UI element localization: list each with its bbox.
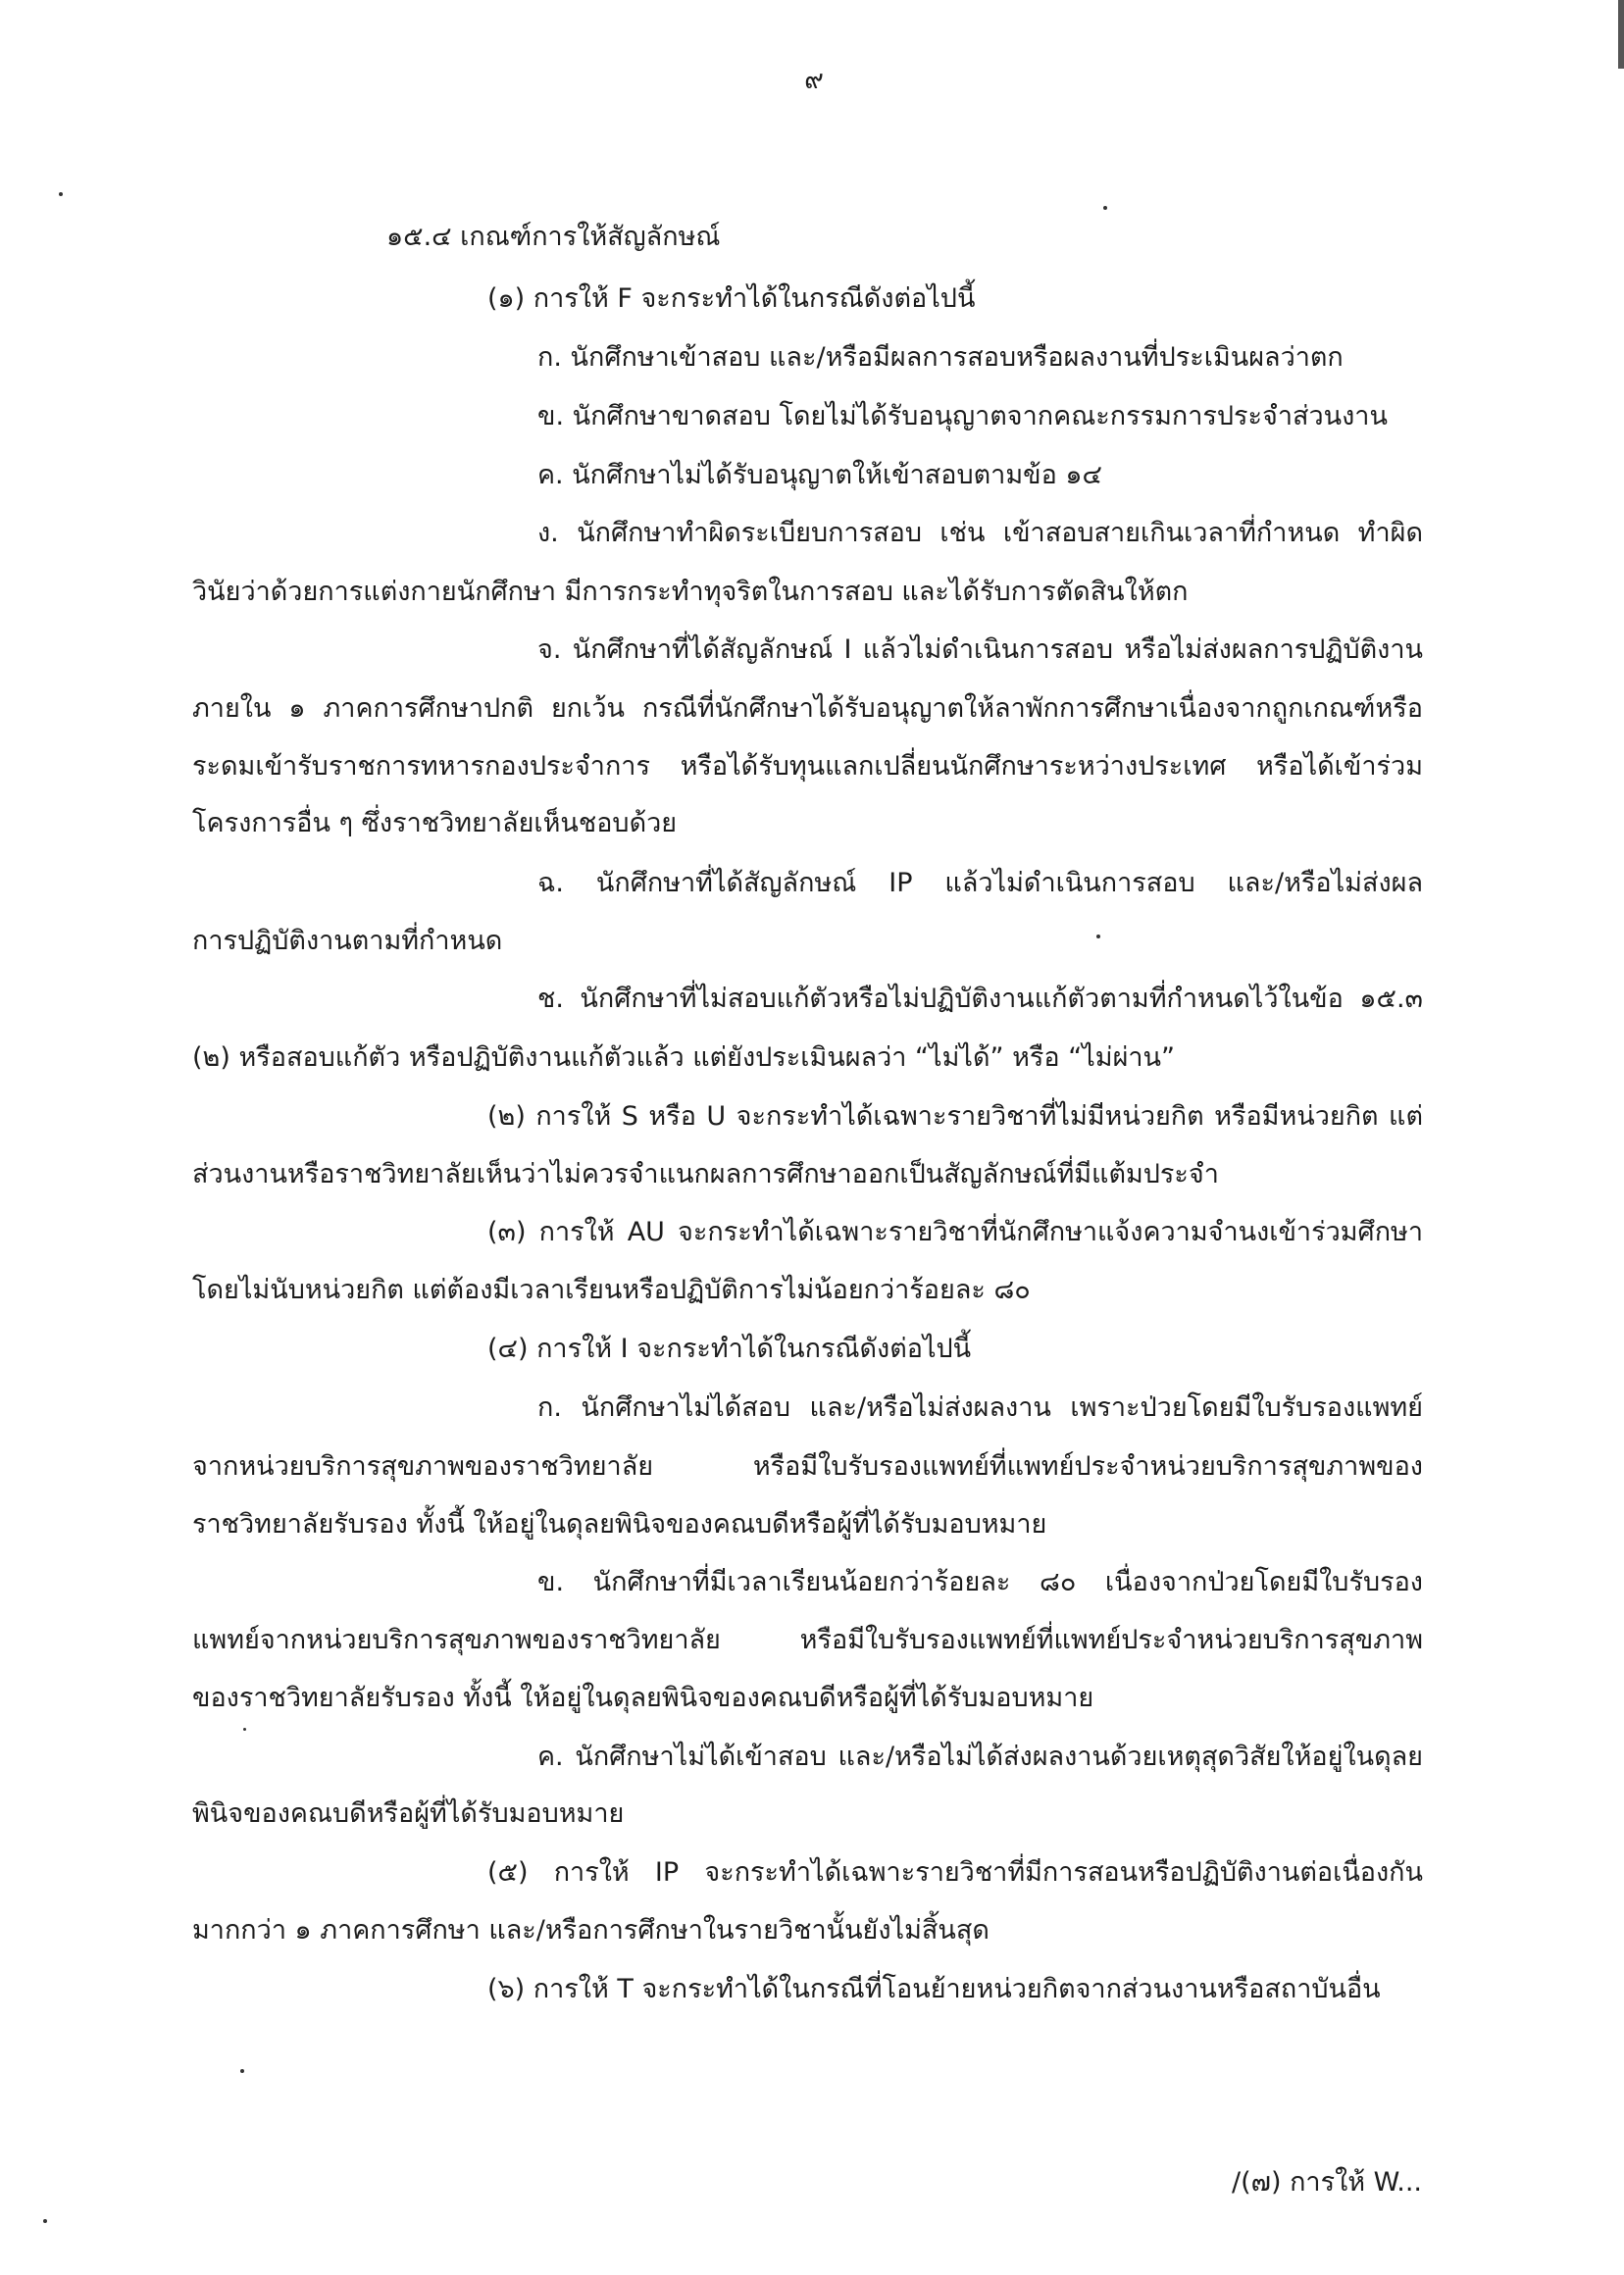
clause-4-item-b-line1: ข. นักศึกษาที่มีเวลาเรียนน้อยกว่าร้อยละ ๘๐ เนื่องจากป่วยโดยมีใบรับรอง [537, 1567, 1423, 1597]
clause-1-item-f-line2: การปฏิบัติงานตามที่กำหนด [192, 926, 503, 956]
clause-1-item-e-line2: ภายใน ๑ ภาคการศึกษาปกติ ยกเว้น กรณีที่นักศึกษาได้รับอนุญาตให้ลาพักการศึกษาเนื่องจากถูกเกณฑ์หรือ [192, 693, 1423, 724]
clause-5-line2: มากกว่า ๑ ภาคการศึกษา และ/หรือการศึกษาในรายวิชานั้นยังไม่สิ้นสุด [192, 1915, 990, 1946]
clause-1-item-b: ข. นักศึกษาขาดสอบ โดยไม่ได้รับอนุญาตจากคณะกรรมการประจำส่วนงาน [537, 401, 1388, 431]
clause-5-line1: (๕) การให้ IP จะกระทำได้เฉพาะรายวิชาที่มีการสอนหรือปฏิบัติงานต่อเนื่องกัน [487, 1857, 1423, 1888]
clause-4-item-c-line2: พินิจของคณบดีหรือผู้ที่ได้รับมอบหมาย [192, 1798, 625, 1829]
clause-1-item-c: ค. นักศึกษาไม่ได้รับอนุญาตให้เข้าสอบตามข้อ ๑๔ [537, 460, 1102, 490]
clause-1-item-g-line2: (๒) หรือสอบแก้ตัว หรือปฏิบัติงานแก้ตัวแล้ว แต่ยังประเมินผลว่า “ไม่ได้” หรือ “ไม่ผ่าน” [192, 1042, 1175, 1073]
clause-4-item-a-line2: จากหน่วยบริการสุขภาพของราชวิทยาลัย หรือมีใบรับรองแพทย์ที่แพทย์ประจำหน่วยบริการสุขภาพของ [192, 1451, 1423, 1482]
clause-1-item-e-line4: โครงการอื่น ๆ ซึ่งราชวิทยาลัยเห็นชอบด้วย [192, 808, 678, 838]
scan-speck [243, 1728, 246, 1731]
clause-4-item-a-line1: ก. นักศึกษาไม่ได้สอบ และ/หรือไม่ส่งผลงาน เพราะป่วยโดยมีใบรับรองแพทย์ [537, 1392, 1423, 1423]
clause-1-item-d-line2: วินัยว่าด้วยการแต่งกายนักศึกษา มีการกระทำทุจริตในการสอบ และได้รับการตัดสินให้ตก [192, 577, 1189, 607]
clause-4-heading: (๔) การให้ I จะกระทำได้ในกรณีดังต่อไปนี้ [487, 1334, 972, 1364]
scan-speck [43, 2219, 47, 2223]
scan-speck [1096, 935, 1100, 938]
clause-1-item-d-line1: ง. นักศึกษาทำผิดระเบียบการสอบ เช่น เข้าสอบสายเกินเวลาที่กำหนด ทำผิด [537, 518, 1423, 548]
clause-1-item-e-line3: ระดมเข้ารับราชการทหารกองประจำการ หรือได้รับทุนแลกเปลี่ยนนักศึกษาระหว่างประเทศ หรือได้เข้าร่วม [192, 751, 1423, 782]
clause-2-line2: ส่วนงานหรือราชวิทยาลัยเห็นว่าไม่ควรจำแนกผลการศึกษาออกเป็นสัญลักษณ์ที่มีแต้มประจำ [192, 1159, 1219, 1189]
clause-1-item-f-line1: ฉ. นักศึกษาที่ได้สัญลักษณ์ IP แล้วไม่ดำเนินการสอบ และ/หรือไม่ส่งผล [537, 868, 1423, 898]
clause-2-line1: (๒) การให้ S หรือ U จะกระทำได้เฉพาะรายวิชาที่ไม่มีหน่วยกิต หรือมีหน่วยกิต แต่ [487, 1101, 1423, 1132]
clause-4-item-c-line1: ค. นักศึกษาไม่ได้เข้าสอบ และ/หรือไม่ได้ส่งผลงานด้วยเหตุสุดวิสัยให้อยู่ในดุลย [537, 1742, 1423, 1772]
clause-1-item-e-line1: จ. นักศึกษาที่ได้สัญลักษณ์ I แล้วไม่ดำเนินการสอบ หรือไม่ส่งผลการปฏิบัติงาน [537, 634, 1423, 665]
clause-4-item-b-line2: แพทย์จากหน่วยบริการสุขภาพของราชวิทยาลัย หรือมีใบรับรองแพทย์ที่แพทย์ประจำหน่วยบริการสุขภาพ [192, 1625, 1423, 1655]
clause-6-line1: (๖) การให้ T จะกระทำได้ในกรณีที่โอนย้ายหน่วยกิตจากส่วนงานหรือสถาบันอื่น [487, 1974, 1381, 2004]
scan-edge-mark [1618, 0, 1624, 69]
clause-3-line2: โดยไม่นับหน่วยกิต แต่ต้องมีเวลาเรียนหรือปฏิบัติการไม่น้อยกว่าร้อยละ ๘๐ [192, 1275, 1031, 1305]
scan-speck [1103, 206, 1107, 210]
page-number: ๙ [804, 65, 824, 95]
clause-3-line1: (๓) การให้ AU จะกระทำได้เฉพาะรายวิชาที่นักศึกษาแจ้งความจำนงเข้าร่วมศึกษา [487, 1217, 1423, 1247]
section-heading: ๑๕.๔ เกณฑ์การให้สัญลักษณ์ [386, 222, 721, 252]
clause-1-item-g-line1: ช. นักศึกษาที่ไม่สอบแก้ตัวหรือไม่ปฏิบัติงานแก้ตัวตามที่กำหนดไว้ในข้อ ๑๕.๓ [537, 984, 1423, 1014]
scan-speck [240, 2069, 244, 2073]
scan-speck [59, 192, 63, 196]
clause-1-heading: (๑) การให้ F จะกระทำได้ในกรณีดังต่อไปนี้ [487, 283, 976, 314]
continuation-reference: /(๗) การให้ W... [1232, 2167, 1422, 2198]
clause-4-item-a-line3: ราชวิทยาลัยรับรอง ทั้งนี้ ให้อยู่ในดุลยพินิจของคณบดีหรือผู้ที่ได้รับมอบหมาย [192, 1509, 1047, 1540]
clause-1-item-a: ก. นักศึกษาเข้าสอบ และ/หรือมีผลการสอบหรือผลงานที่ประเมินผลว่าตก [537, 342, 1344, 373]
clause-4-item-b-line3: ของราชวิทยาลัยรับรอง ทั้งนี้ ให้อยู่ในดุลยพินิจของคณบดีหรือผู้ที่ได้รับมอบหมาย [192, 1683, 1094, 1713]
